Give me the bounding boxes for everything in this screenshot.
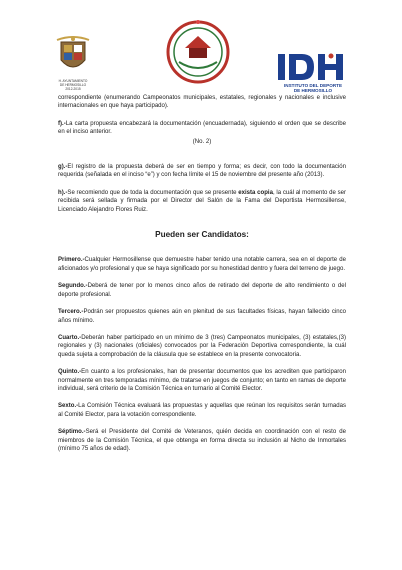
- item-label: Cuarto.-: [58, 334, 82, 341]
- item-label: Tercero.-: [58, 309, 84, 316]
- candidate-item: [58, 402, 346, 419]
- idh-logo-icon: [276, 52, 350, 82]
- clause-text: La carta propuesta encabezará la documentación (encuadernada), siguiendo el orden que se describe en el inciso anterior.: [58, 120, 346, 136]
- idh-caption: INSTITUTO DEL DEPORTE DE HERMOSILLO: [283, 83, 343, 94]
- item-label: Sexto.-: [58, 403, 79, 410]
- item-label: Segundo.-: [58, 283, 88, 290]
- clause-text: Se recomiendo que de toda la documentación que se presente: [67, 189, 239, 196]
- clause-label: g).-: [58, 164, 68, 171]
- candidate-item: [58, 256, 346, 273]
- candidate-item: [58, 428, 346, 453]
- item-label: Quinto.-: [58, 369, 82, 376]
- item-text: Será el Presidente del Comité de Veteranos, quién decida en coordinación con el resto de miembros de la Comisión Técnica, el que obtenga en forma directa su inclusión al Nicho de Inmortales (mínimo 75 años de edad).: [58, 429, 346, 452]
- section-heading: Pueden ser Candidatos:: [155, 230, 249, 240]
- candidate-item: [58, 308, 346, 325]
- item-text: La Comisión Técnica evaluará las propuestas y aquellas que reúnan los requisitos serán turnadas al Comité Elector, para la votación correspondiente.: [58, 403, 346, 418]
- document-body: [58, 94, 346, 453]
- clause-label: h).-: [58, 189, 68, 196]
- clause-h: [58, 189, 346, 214]
- hall-of-fame-seal-icon: [165, 18, 231, 88]
- candidate-item: [58, 282, 346, 299]
- page-header: [0, 0, 402, 100]
- municipal-caption: H. AYUNTAMIENTO DE HERMOSILLO 2012-2015: [58, 79, 88, 91]
- candidate-item: [58, 368, 346, 393]
- item-label: Primero.-: [58, 257, 85, 264]
- item-text: Podrán ser propuestos quienes aún en plenitud de sus facultades físicas, hayan fallecido cinco años mínimo.: [58, 309, 346, 324]
- item-label: Séptimo.-: [58, 429, 86, 436]
- clause-g: [58, 163, 346, 180]
- clause-text: El registro de la propuesta deberá de ser en tiempo y forma; es decir, con todo la documentación requerida (señalada en el inciso “e”) y con fecha límite el 15 de noviembre del presente año (2013).: [58, 164, 346, 179]
- clause-emphasis: exista copia: [238, 189, 273, 196]
- item-text: Deberán haber participado en un mínimo de 3 (tres) Campeonatos municipales, (3) estatales,(3) regionales y (3) nacionales (oficiales) convocados por la Federación Deportiva correspondiente, la cuál queda sujeta a comprobación de la cláusula que se establece en la presente convocatoria.: [58, 334, 346, 358]
- municipal-coat-of-arms-icon: [55, 36, 91, 76]
- item-text: En cuanto a los profesionales, han de presentar documentos que los acrediten que participaron normalmente en tres temporadas mínimo, de tratarse en juegos de conjunto; en tanto en ramas de deporte individual, será criterio de la Comisión Técnica en turnario al Comité Elector.: [58, 369, 346, 392]
- note-no2: (No. 2): [192, 138, 212, 145]
- clause-text: , la cuál al momento de ser recibida será sellada y firmada por el Director del Salón de la Fama del Deportista Hermosillense, Licenciado Alejandro Flores Ruiz.: [58, 189, 346, 213]
- candidate-item: [58, 334, 346, 359]
- clause-f: [58, 120, 346, 137]
- paragraph-continuation: correspondiente (enumerando Campeonatos municipales, estatales, regionales y nacionales e inclusive internacionales en que haya participado).: [58, 95, 346, 110]
- item-text: Deberá de tener por lo menos cinco años de retirado del deporte de alto rendimiento o del deporte profesional.: [58, 283, 346, 298]
- clause-label: f).-: [58, 120, 66, 127]
- item-text: Cualquier Hermosillense que demuestre haber tenido una notable carrera, sea en el deporte de aficionados y/o profesional y que se haya significado por su honestidad dentro y fuera del terreno de juego.: [58, 257, 346, 272]
